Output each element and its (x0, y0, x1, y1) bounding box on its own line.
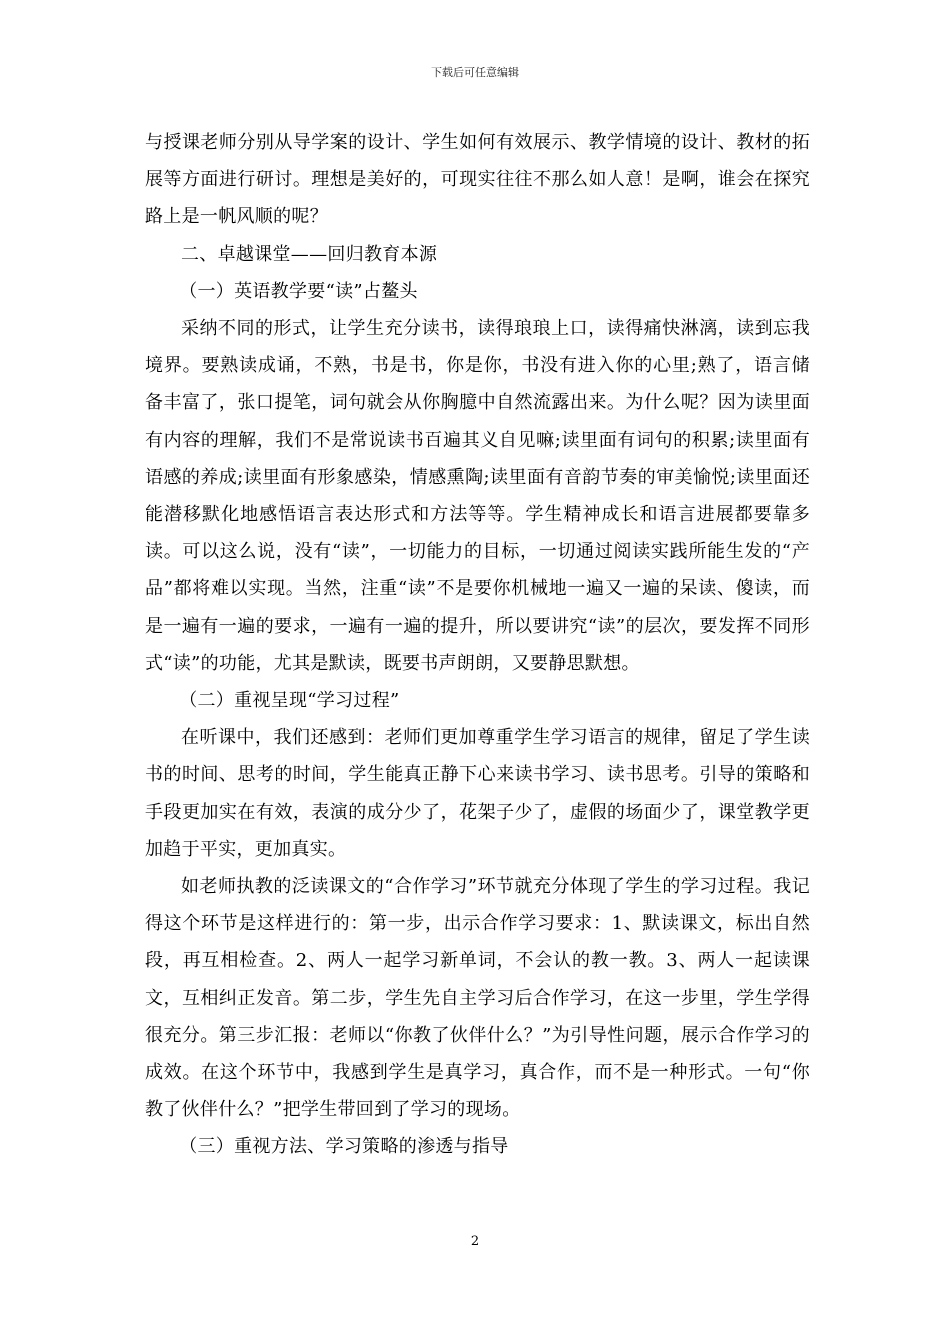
subsection-heading-1: （一）英语教学要“读”占鳌头 (179, 280, 418, 302)
paragraph-listening: 在听课中，我们还感到：老师们更加尊重学生学习语言的规律，留足了学生读书的时间、思考的时间，学生能真正静下心来读书学习、读书思考。引导的策略和手段更加实在有效，表演的成分少了，花架子少了，虚假的场面少了，课堂教学更加趋于平实，更加真实。 (145, 727, 810, 860)
document-body (145, 124, 810, 1166)
page-header: 下载后可任意编辑 (431, 66, 519, 79)
section-heading-2: 二、卓越课堂——回归教育本源 (181, 243, 438, 265)
subsection-heading-3: （三）重视方法、学习策略的渗透与指导 (179, 1136, 509, 1158)
paragraph-reading: 采纳不同的形式，让学生充分读书，读得琅琅上口，读得痛快淋漓，读到忘我境界。要熟读成诵，不熟，书是书，你是你，书没有进入你的心里;熟了，语言储备丰富了，张口提笔，词句就会从你胸臆中自然流露出来。为什么呢？因为读里面有内容的理解，我们不是常说读书百遍其义自见嘛;读里面有词句的积累;读里面有语感的养成;读里面有形象感染，情感熏陶;读里面有音韵节奏的审美愉悦;读里面还能潜移默化地感悟语言表达形式和方法等等。学生精神成长和语言进展都要靠多读。可以这么说，没有“读”，一切能力的目标，一切通过阅读实践所能生发的“产品”都将难以实现。当然，注重“读”不是要你机械地一遍又一遍的呆读、傻读，而是一遍有一遍的要求，一遍有一遍的提升，所以要讲究“读”的层次，要发挥不同形式“读”的功能，尤其是默读，既要书声朗朗，又要静思默想。 (145, 318, 810, 674)
subsection-heading-2: （二）重视呈现“学习过程” (179, 690, 400, 712)
page-number: 2 (470, 1234, 480, 1249)
paragraph-cooperative: 如老师执教的泛读课文的“合作学习”环节就充分体现了学生的学习过程。我记得这个环节是这样进行的：第一步，出示合作学习要求：1、默读课文，标出自然段，再互相检查。2、两人一起学习新单词，不会认的教一教。3、两人一起读课文，互相纠正发音。第二步，学生先自主学习后合作学习，在这一步里，学生学得很充分。第三步汇报：老师以“你教了伙伴什么？”为引导性问题，展示合作学习的成效。在这个环节中，我感到学生是真学习，真合作，而不是一种形式。一句“你教了伙伴什么？”把学生带回到了学习的现场。 (145, 876, 810, 1121)
paragraph-intro: 与授课老师分别从导学案的设计、学生如何有效展示、教学情境的设计、教材的拓展等方面进行研讨。理想是美好的，可现实往往不那么如人意！是啊，谁会在探究路上是一帆风顺的呢？ (145, 132, 810, 228)
